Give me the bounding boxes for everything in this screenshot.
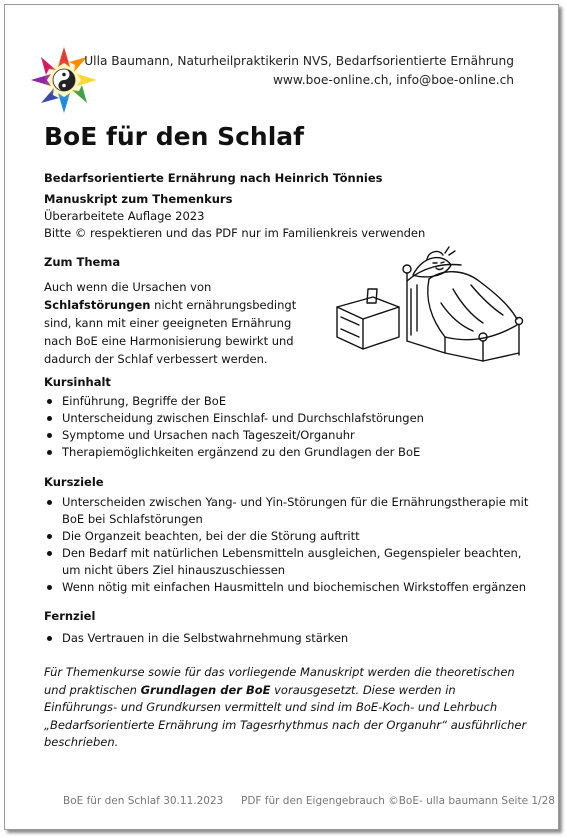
footer-left: BoE für den Schlaf 30.11.2023 (63, 795, 224, 807)
list-item-text: Die Organzeit beachten, bei der die Störung auftritt (62, 529, 360, 543)
page-title: BoE für den Schlaf (44, 122, 305, 151)
subtitle: Bedarfsorientierte Ernährung nach Heinrich Tönnies (44, 171, 383, 185)
list-item (44, 410, 524, 427)
kursziele-list (44, 494, 539, 596)
bullet-icon (47, 399, 52, 404)
bullet-icon (47, 433, 52, 438)
zum-thema-pre: Auch wenn die Ursachen von (44, 280, 212, 294)
list-item-text-continued: um nicht übers Ziel hinauszuschiessen (62, 563, 286, 577)
list-item (44, 393, 524, 410)
page (4, 4, 559, 830)
list-item-text-continued: BoE bei Schlafstörungen (62, 512, 203, 526)
header-author-line: Ulla Baumann, Naturheilpraktikerin NVS, Bedarfsorientierte Ernährung (84, 54, 514, 68)
bullet-icon (47, 636, 52, 641)
closing-bold: Grundlagen der BoE (140, 682, 271, 697)
list-item-text: Wenn nötig mit einfachen Hausmitteln und biochemischen Wirkstoffen ergänzen (62, 580, 527, 594)
list-item (44, 528, 539, 545)
section-heading-fernziel: Fernziel (44, 609, 96, 623)
list-item (44, 579, 539, 596)
list-item-text: Einführung, Begriffe der BoE (62, 394, 227, 408)
closing-post: vorausgesetzt. Diese werden in Einführungs- und Grundkursen vermittelt und sind im BoE-Koch- und Lehrbuch „Bedarfsorientierte Ernährung im Tagesrhythmus nach der Organuhr“ ausführlicher beschrieben. (44, 682, 527, 749)
list-item (44, 545, 539, 579)
manuscript-info (44, 191, 425, 242)
zum-thema-paragraph (44, 278, 320, 368)
manuscript-heading: Manuskript zum Themenkurs (44, 192, 233, 206)
header-web-line: www.boe-online.ch, info@boe-online.ch (272, 73, 514, 87)
zum-thema-post: nicht ernährungsbedingt sind, kann mit einer geeigneten Ernährung nach BoE eine Harmonisierung bewirkt und dadurch der Schlaf verbessert werden. (44, 298, 297, 366)
kursinhalt-list (44, 393, 524, 461)
manuscript-notice: Bitte © respektieren und das PDF nur im Familienkreis verwenden (44, 226, 426, 240)
manuscript-edition: Überarbeitete Auflage 2023 (44, 209, 205, 223)
section-heading-kursziele: Kursziele (44, 475, 104, 489)
bullet-icon (47, 551, 52, 556)
closing-paragraph (44, 664, 531, 752)
header-contact (84, 52, 514, 90)
sleeping-person-in-bed-icon (333, 245, 525, 365)
footer-right: PDF für den Eigengebrauch ©BoE- ulla baumann Seite 1/28 (241, 795, 555, 807)
list-item (44, 494, 539, 528)
list-item-text: Unterscheiden zwischen Yang- und Yin-Störungen für die Ernährungstherapie mit (62, 495, 529, 509)
list-item (44, 444, 524, 461)
kursziele-list-container (44, 494, 539, 596)
bullet-icon (47, 450, 52, 455)
list-item-text: Das Vertrauen in die Selbstwahrnehmung stärken (62, 631, 349, 645)
fernziel-list (44, 630, 524, 647)
zum-thema-bold: Schlafstörungen (44, 298, 151, 312)
closing-pre: Für Themenkurse sowie für das vorliegende Manuskript werden die theoretischen und praktischen (44, 665, 515, 697)
bullet-icon (47, 416, 52, 421)
bullet-icon (47, 534, 52, 539)
kursinhalt-list-container (44, 393, 524, 461)
section-heading-zum-thema: Zum Thema (44, 255, 121, 269)
list-item-text: Den Bedarf mit natürlichen Lebensmitteln ausgleichen, Gegenspieler beachten, (62, 546, 522, 560)
section-heading-kursinhalt: Kursinhalt (44, 375, 111, 389)
list-item (44, 630, 524, 647)
list-item-text: Unterscheidung zwischen Einschlaf- und Durchschlafstörungen (62, 411, 424, 425)
list-item-text: Therapiemöglichkeiten ergänzend zu den Grundlagen der BoE (62, 445, 421, 459)
list-item-text: Symptome und Ursachen nach Tageszeit/Organuhr (62, 428, 355, 442)
list-item (44, 427, 524, 444)
bullet-icon (47, 585, 52, 590)
bullet-icon (47, 500, 52, 505)
fernziel-list-container (44, 630, 524, 647)
